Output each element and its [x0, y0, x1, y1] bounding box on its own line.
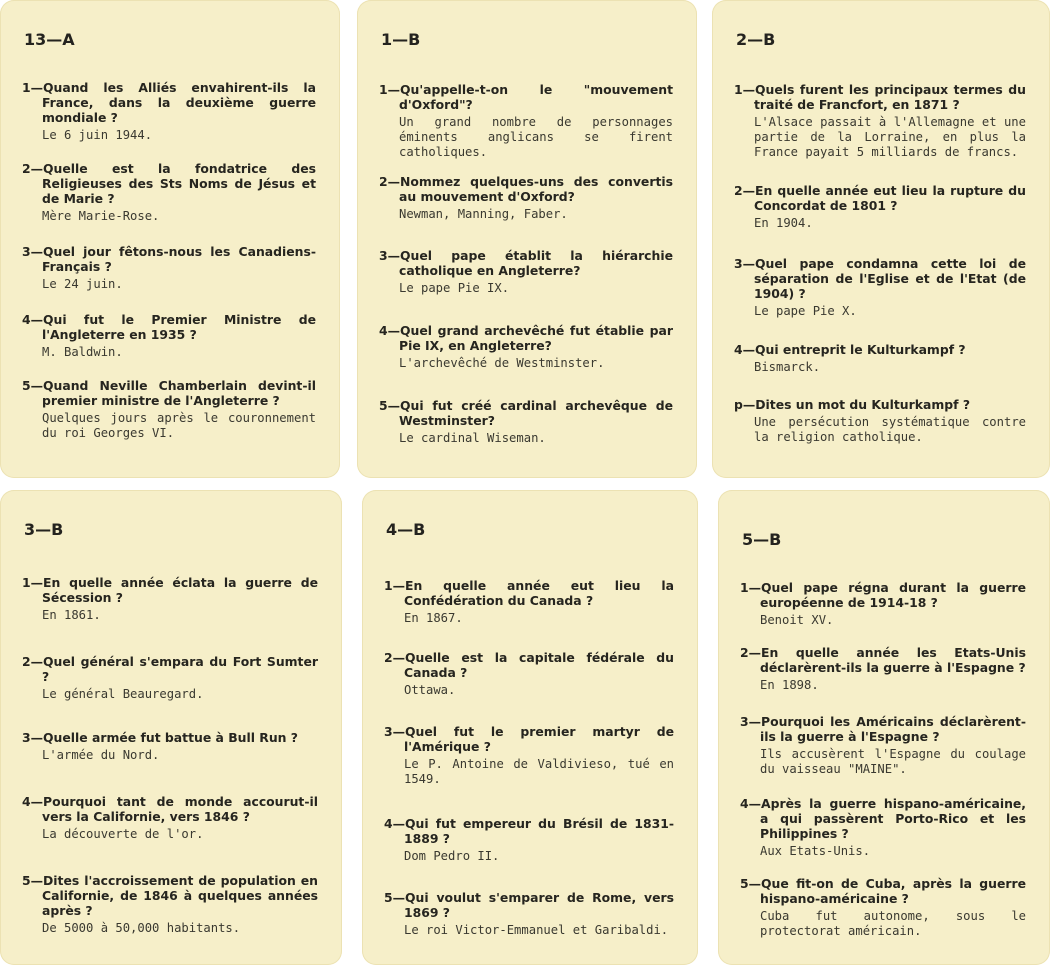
question-block-5 — [384, 890, 674, 938]
question-block-5 — [22, 378, 316, 441]
answer: Une persécution systématique contre la religion catholique. — [754, 415, 1026, 444]
question-block-3 — [379, 248, 673, 296]
answer: De 5000 à 50,000 habitants. — [42, 921, 241, 935]
answer: En 1867. — [404, 611, 463, 625]
question-block-3 — [22, 730, 318, 763]
question-block-5 — [740, 876, 1026, 939]
answer: Mère Marie-Rose. — [42, 209, 160, 223]
question: 1—En quelle année éclata la guerre de Sécession ? — [22, 575, 318, 605]
question: 3—Quelle armée fut battue à Bull Run ? — [22, 730, 298, 745]
question: 3—Pourquoi les Américains déclarèrent-ils la guerre à l'Espagne ? — [740, 714, 1026, 744]
question-block-2 — [22, 161, 316, 224]
answer: La découverte de l'or. — [42, 827, 204, 841]
quiz-card-1-b — [357, 0, 697, 478]
answer: Le général Beauregard. — [42, 687, 204, 701]
answer: Dom Pedro II. — [404, 849, 500, 863]
question: 1—En quelle année eut lieu la Confédération du Canada ? — [384, 578, 674, 608]
question: 3—Quel fut le premier martyr de l'Amérique ? — [384, 724, 674, 754]
question: 3—Quel pape condamna cette loi de séparation de l'Eglise et de l'Etat (de 1904) ? — [734, 256, 1026, 301]
question: 2—En quelle année eut lieu la rupture du Concordat de 1801 ? — [734, 183, 1026, 213]
question-block-4 — [734, 342, 1026, 375]
card-number: 3—B — [24, 520, 64, 539]
question-block-4 — [384, 816, 674, 864]
card-number: 4—B — [386, 520, 426, 539]
question-block-1 — [22, 80, 316, 143]
answer: En 1898. — [760, 678, 819, 692]
question-block-5 — [734, 397, 1026, 445]
question-block-1 — [379, 82, 673, 160]
question: 3—Quel pape établit la hiérarchie catholique en Angleterre? — [379, 248, 673, 278]
answer: Newman, Manning, Faber. — [399, 207, 568, 221]
answer: Le roi Victor-Emmanuel et Garibaldi. — [404, 923, 669, 937]
answer: En 1861. — [42, 608, 101, 622]
card-number: 1—B — [381, 30, 421, 49]
answer: Bismarck. — [754, 360, 821, 374]
answer: Benoit XV. — [760, 613, 834, 627]
question: 4—Qui entreprit le Kulturkampf ? — [734, 342, 966, 357]
question: 2—Quelle est la fondatrice des Religieuses des Sts Noms de Jésus et de Marie ? — [22, 161, 316, 206]
answer: Le cardinal Wiseman. — [399, 431, 546, 445]
question: 4—Après la guerre hispano-américaine, a qui passèrent Porto-Rico et les Philippines ? — [740, 796, 1026, 841]
question: 5—Qui voulut s'emparer de Rome, vers 1869 ? — [384, 890, 674, 920]
quiz-card-4-b — [362, 490, 698, 965]
question: 4—Qui fut le Premier Ministre de l'Angleterre en 1935 ? — [22, 312, 316, 342]
card-number: 2—B — [736, 30, 776, 49]
answer: Quelques jours après le couronnement du roi Georges VI. — [42, 411, 316, 440]
question: 2—Quel général s'empara du Fort Sumter ? — [22, 654, 318, 684]
question: 1—Quel pape régna durant la guerre européenne de 1914-18 ? — [740, 580, 1026, 610]
answer: Aux Etats-Unis. — [760, 844, 871, 858]
question-block-5 — [379, 398, 673, 446]
question-block-1 — [22, 575, 318, 623]
question: 4—Pourquoi tant de monde accourut-il vers la Californie, vers 1846 ? — [22, 794, 318, 824]
answer: L'archevêché de Westminster. — [399, 356, 605, 370]
answer: Le pape Pie IX. — [399, 281, 510, 295]
question: 4—Quel grand archevêché fut établie par Pie IX, en Angleterre? — [379, 323, 673, 353]
question: 1—Qu'appelle-t-on le "mouvement d'Oxford"? — [379, 82, 673, 112]
answer: Un grand nombre de personnages éminents anglicans se firent catholiques. — [399, 115, 673, 159]
question-block-3 — [22, 244, 316, 292]
question-block-3 — [740, 714, 1026, 777]
answer: Le P. Antoine de Valdivieso, tué en 1549. — [404, 757, 674, 786]
question: 2—Quelle est la capitale fédérale du Canada ? — [384, 650, 674, 680]
quiz-card-13-a — [0, 0, 340, 478]
answer: Ottawa. — [404, 683, 456, 697]
question: 5—Dites l'accroissement de population en Californie, de 1846 à quelques années après ? — [22, 873, 318, 918]
card-number: 13—A — [24, 30, 75, 49]
question-block-2 — [379, 174, 673, 222]
question-block-5 — [22, 873, 318, 936]
question-block-1 — [384, 578, 674, 626]
question: 5—Que fit-on de Cuba, après la guerre hispano-américaine ? — [740, 876, 1026, 906]
answer: M. Baldwin. — [42, 345, 123, 359]
quiz-card-3-b — [0, 490, 342, 965]
question-block-4 — [379, 323, 673, 371]
question: 1—Quels furent les principaux termes du traité de Francfort, en 1871 ? — [734, 82, 1026, 112]
answer: En 1904. — [754, 216, 813, 230]
question-block-2 — [740, 645, 1026, 693]
question: 5—Qui fut créé cardinal archevêque de Westminster? — [379, 398, 673, 428]
answer: Ils accusèrent l'Espagne du coulage du vaisseau "MAINE". — [760, 747, 1026, 776]
question-block-1 — [740, 580, 1026, 628]
card-number: 5—B — [742, 530, 782, 549]
question: p—Dites un mot du Kulturkampf ? — [734, 397, 971, 412]
question-block-2 — [22, 654, 318, 702]
question-block-2 — [384, 650, 674, 698]
question: 4—Qui fut empereur du Brésil de 1831-1889 ? — [384, 816, 674, 846]
question: 2—Nommez quelques-uns des convertis au mouvement d'Oxford? — [379, 174, 673, 204]
question-block-2 — [734, 183, 1026, 231]
answer: L'armée du Nord. — [42, 748, 160, 762]
question: 5—Quand Neville Chamberlain devint-il premier ministre de l'Angleterre ? — [22, 378, 316, 408]
quiz-card-5-b — [718, 490, 1050, 965]
answer: L'Alsace passait à l'Allemagne et une partie de la Lorraine, en plus la France payait 5 milliards de francs. — [754, 115, 1026, 159]
answer: Le 24 juin. — [42, 277, 123, 291]
answer: Cuba fut autonome, sous le protectorat américain. — [760, 909, 1026, 938]
question-block-1 — [734, 82, 1026, 160]
question-block-4 — [22, 312, 316, 360]
question: 3—Quel jour fêtons-nous les Canadiens-Français ? — [22, 244, 316, 274]
answer: Le pape Pie X. — [754, 304, 857, 318]
question-block-4 — [740, 796, 1026, 859]
question: 2—En quelle année les Etats-Unis déclarèrent-ils la guerre à l'Espagne ? — [740, 645, 1026, 675]
question-block-3 — [734, 256, 1026, 319]
question: 1—Quand les Alliés envahirent-ils la France, dans la deuxième guerre mondiale ? — [22, 80, 316, 125]
answer: Le 6 juin 1944. — [42, 128, 153, 142]
question-block-3 — [384, 724, 674, 787]
question-block-4 — [22, 794, 318, 842]
quiz-card-2-b — [712, 0, 1050, 478]
